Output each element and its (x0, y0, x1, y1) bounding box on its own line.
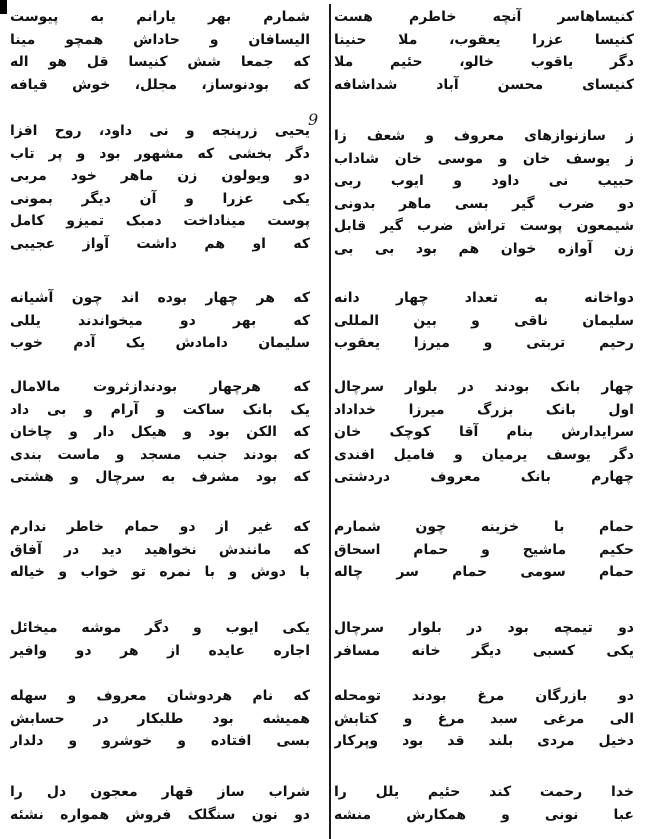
right-column-verse-line: زن آوازه خوان هم بود بی بی (334, 240, 634, 257)
left-column-verse-line: دگر بخشی که مشهور بود و پر تاب (10, 145, 310, 162)
left-column-verse-line: که او هم داشت آواز عجیبی (10, 235, 310, 252)
left-column-verse-line: یکی عزرا و آن دیگر بمونی (10, 190, 310, 207)
left-column-verse-line: الیسافان و حاداش همچو مینا (10, 31, 310, 48)
left-column-verse-line: دو ویولون زن ماهر خود مربی (10, 168, 310, 184)
left-column-verse-line: که بودنوساز، مجلل، خوش قیافه (10, 76, 310, 93)
left-column-verse-line: که مانندش نخواهید دید در آفاق (10, 541, 310, 558)
left-column-verse-line: که جمعا شش کنیسا قل هو اله (10, 54, 310, 70)
right-column-verse-line: خدا رحمت کند حئیم یلل را (334, 784, 634, 800)
left-column-verse-line: همیشه بود طلبکار در حسابش (10, 710, 310, 727)
right-column-verse-line: یکی کسبی دیگر خانه مسافر (334, 642, 634, 659)
right-column-verse-line: شیمعون پوست تراش ضرب گیر قابل (334, 218, 634, 234)
right-column-verse-line: کنیسای محسن آباد شداشافه (334, 76, 634, 93)
left-column-verse-line: شراب ساز قهار معجون دل را (10, 784, 310, 800)
column-divider (329, 4, 331, 839)
right-column-verse-line: کنیسا عزرا یعقوب، ملا حنینا (334, 31, 634, 48)
left-column-stanza (10, 120, 310, 255)
left-column-verse-line: که غیر از دو حمام خاطر ندارم (10, 519, 310, 535)
left-column-verse-line: یحیی زرپنجه و نی داود، روح افزا (10, 123, 310, 139)
right-column-verse-line: دگر یوسف یرمیان و فامیل افندی (334, 446, 634, 463)
right-column-verse-line: الی مرغی سبد مرغ و کتابش (334, 710, 634, 727)
right-column-verse-line: چهارم بانک معروف دردشتی (334, 469, 634, 485)
right-column-verse-line: دو تیمچه بود در بلوار سرچال (334, 620, 634, 636)
right-column-verse-line: دگر یاقوب خالو، حئیم ملا (334, 54, 634, 70)
right-column-stanza (334, 685, 634, 753)
left-column-stanza (10, 685, 310, 753)
left-column-verse-line: که الکن بود و هیکل دار و چاخان (10, 424, 310, 440)
right-column-verse-line: عبا نونی و همکارش منشه (334, 806, 634, 823)
left-column-verse-line: یک بانک ساکت و آرام و بی داد (10, 401, 310, 418)
right-column-verse-line: کنیساهاسر آنچه خاطرم هست (334, 9, 634, 25)
left-column-stanza (10, 617, 310, 662)
right-column-verse-line: رحیم تربتی و میرزا یعقوب (334, 335, 634, 351)
left-column-verse-line: که هر چهار بوده اند چون آشیانه (10, 290, 310, 306)
right-column (334, 0, 650, 839)
left-column-verse-line: که بود مشرف به سرچال و هشتی (10, 469, 310, 485)
left-column-verse-line: با دوش و با نمره تو خواب و خیاله (10, 564, 310, 580)
left-column-verse-line: بسی افتاده و خوشرو و دلدار (10, 733, 310, 749)
right-column-verse-line: حمام سومی حمام سر چاله (334, 564, 634, 580)
left-column-verse-line: که نام هردوشان معروف و سهله (10, 688, 310, 704)
left-column-verse-line: یکی ایوب و دگر موشه میخائل (10, 620, 310, 636)
right-column-verse-line: حکیم ماشیح و حمام اسحاق (334, 541, 634, 558)
right-column-verse-line: حمام با خزینه چون شمارم (334, 519, 634, 535)
left-column-verse-line: که بودند جنب مسجد و ماست بندی (10, 446, 310, 463)
right-column-stanza (334, 781, 634, 826)
right-column-verse-line: سرایدارش بنام آقا کوچک خان (334, 424, 634, 440)
right-column-stanza (334, 287, 634, 355)
right-column-verse-line: دخیل مردی بلند قد بود وپرکار (334, 733, 634, 749)
left-column-stanza (10, 6, 310, 96)
right-column-stanza (334, 617, 634, 662)
right-column-stanza (334, 125, 634, 260)
left-column-stanza (10, 516, 310, 584)
right-column-verse-line: سلیمان ناقی و بین المللی (334, 312, 634, 329)
right-column-verse-line: اول بانک بزرگ میرزا خداداد (334, 401, 634, 418)
right-column-verse-line: دو ضرب گیر بسی ماهر بدونی (334, 195, 634, 212)
page-number-mark: 9 (308, 110, 319, 129)
right-column-stanza (334, 6, 634, 96)
left-column-stanza (10, 781, 310, 826)
left-column-verse-line: شمارم بهر یارانم به پیوست (10, 9, 310, 25)
left-column-stanza (10, 287, 310, 355)
left-column-verse-line: سلیمان دامادش یک آدم خوب (10, 335, 310, 351)
right-column-stanza (334, 376, 634, 489)
left-column-verse-line: اجاره عایده از هر دو وافیر (10, 642, 310, 659)
right-column-stanza (334, 516, 634, 584)
right-column-verse-line: چهار بانک بودند در بلوار سرچال (334, 379, 634, 395)
right-column-verse-line: دو بازرگان مرغ بودند تومحله (334, 688, 634, 704)
left-column-stanza (10, 376, 310, 489)
left-column-verse-line: که بهر دو میخواندند یللی (10, 312, 310, 329)
left-column-verse-line: دو نون سنگلک فروش همواره نشئه (10, 806, 310, 823)
right-column-verse-line: دواخانه به تعداد چهار دانه (334, 290, 634, 306)
left-column (6, 0, 326, 839)
right-column-verse-line: ز سازنوازهای معروف و شعف زا (334, 128, 634, 144)
left-column-verse-line: که هرچهار بودندازثروت مالامال (10, 379, 310, 395)
right-column-verse-line: ز یوسف خان و موسی خان شاداب (334, 150, 634, 167)
right-column-verse-line: حبیب نی داود و ایوب ربی (334, 173, 634, 189)
left-column-verse-line: پوست میناداخت دمبک تمیزو کامل (10, 213, 310, 229)
